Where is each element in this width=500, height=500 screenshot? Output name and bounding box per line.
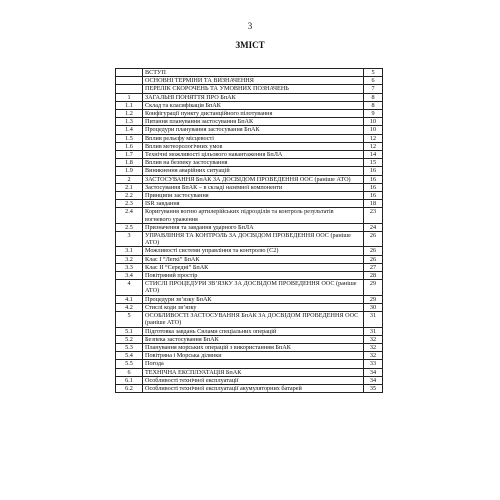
toc-row: [116, 151, 383, 159]
toc-title: ЗМІСТ: [235, 40, 265, 50]
toc-section-title: Особливості технічної експлуатації: [143, 376, 364, 384]
toc-row: [116, 255, 383, 263]
toc-page-number: 10: [364, 118, 383, 126]
toc-section-title: Процедури планування застосування БпАК: [143, 126, 364, 134]
toc-page-number: 10: [364, 126, 383, 134]
toc-section-title: Принципи застосування: [143, 192, 364, 200]
toc-row: [116, 352, 383, 360]
toc-section-number: 1.4: [116, 126, 143, 134]
toc-section-number: 1.9: [116, 167, 143, 175]
toc-section-title: Клас ІІ “Середні” БпАК: [143, 263, 364, 271]
toc-section-number: 1.8: [116, 159, 143, 167]
toc-section-number: [116, 69, 143, 77]
toc-page-number: 28: [364, 272, 383, 280]
toc-section-title: ТЕХНІЧНА ЕКСПЛУАТАЦІЯ БпАК: [143, 368, 364, 376]
toc-section-title: Планування морських операцій з використанням БпАК: [143, 343, 364, 351]
toc-section-title: Клас І “Легкі” БпАК: [143, 255, 364, 263]
toc-row: [116, 192, 383, 200]
toc-section-number: 6: [116, 368, 143, 376]
toc-row: [116, 118, 383, 126]
toc-page-number: 18: [364, 200, 383, 208]
toc-page-number: 27: [364, 263, 383, 271]
toc-page-number: 26: [364, 255, 383, 263]
toc-page-number: 16: [364, 183, 383, 191]
toc-section-number: 1.5: [116, 134, 143, 142]
toc-page-number: 26: [364, 247, 383, 255]
toc-row: [116, 360, 383, 368]
toc-row: [116, 69, 383, 77]
toc-section-title: Склад та класифікація БпАК: [143, 101, 364, 109]
page-number: 3: [247, 21, 253, 31]
toc-row: [116, 335, 383, 343]
toc-section-number: 3.3: [116, 263, 143, 271]
toc-page-number: 32: [364, 343, 383, 351]
toc-section-number: 1: [116, 93, 143, 101]
toc-section-number: 2: [116, 175, 143, 183]
toc-section-title: УПРАВЛІННЯ ТА КОНТРОЛЬ ЗА ДОСВІДОМ ПРОВЕДЕННЯ ООС (раніше АТО): [143, 232, 364, 247]
toc-page-number: 9: [364, 110, 383, 118]
toc-section-number: 3.2: [116, 255, 143, 263]
toc-row: [116, 134, 383, 142]
toc-section-number: [116, 77, 143, 85]
toc-section-title: ISR завдання: [143, 200, 364, 208]
toc-section-number: 6.1: [116, 376, 143, 384]
toc-section-title: СТИСЛІ ПРОЦЕДУРИ ЗВ’ЯЗКУ ЗА ДОСВІДОМ ПРОВЕДЕННЯ ООС (раніше АТО): [143, 280, 364, 295]
toc-row: [116, 223, 383, 231]
toc-page-number: 35: [364, 384, 383, 392]
toc-page-number: 29: [364, 280, 383, 295]
toc-section-number: 5.3: [116, 343, 143, 351]
toc-page-number: 31: [364, 312, 383, 327]
toc-section-number: 1.3: [116, 118, 143, 126]
toc-page-number: 12: [364, 142, 383, 150]
toc-section-title: ПЕРЕЛІК СКОРОЧЕНЬ ТА УМОВНИХ ПОЗНАЧЕНЬ: [143, 85, 364, 93]
toc-section-title: Застосування БпАК – в складі наземної компоненти: [143, 183, 364, 191]
toc-row: [116, 183, 383, 191]
toc-row: [116, 343, 383, 351]
toc-row: [116, 77, 383, 85]
toc-row: [116, 101, 383, 109]
toc-section-number: 3.1: [116, 247, 143, 255]
toc-page-number: 29: [364, 295, 383, 303]
toc-page-number: 16: [364, 175, 383, 183]
toc-row: [116, 167, 383, 175]
toc-section-title: Вплив на безпеку застосування: [143, 159, 364, 167]
toc-page-number: 32: [364, 335, 383, 343]
toc-page-number: 7: [364, 85, 383, 93]
toc-section-title: Стислі коди зв’язку: [143, 303, 364, 311]
toc-page-number: 24: [364, 223, 383, 231]
toc-row: [116, 232, 383, 247]
toc-page-number: 8: [364, 101, 383, 109]
toc-row: [116, 272, 383, 280]
toc-section-title: Погода: [143, 360, 364, 368]
toc-section-number: 5.1: [116, 327, 143, 335]
toc-page-number: 23: [364, 208, 383, 223]
toc-row: [116, 295, 383, 303]
toc-section-number: 4.1: [116, 295, 143, 303]
toc-section-number: 4: [116, 280, 143, 295]
toc-row: [116, 110, 383, 118]
toc-page-number: 8: [364, 93, 383, 101]
toc-row: [116, 200, 383, 208]
toc-section-title: Безпека застосування БпАК: [143, 335, 364, 343]
toc-section-title: ЗАСТОСУВАННЯ БпАК ЗА ДОСВІДОМ ПРОВЕДЕННЯ ООС (раніше АТО): [143, 175, 364, 183]
toc-section-title: Призначення та завдання ударного БпЛА: [143, 223, 364, 231]
toc-section-title: ЗАГАЛЬНІ ПОНЯТТЯ ПРО БпАК: [143, 93, 364, 101]
toc-row: [116, 159, 383, 167]
toc-page-number: 33: [364, 360, 383, 368]
toc-page-number: 32: [364, 352, 383, 360]
toc-section-number: 2.2: [116, 192, 143, 200]
toc-page-number: 15: [364, 159, 383, 167]
toc-row: [116, 175, 383, 183]
toc-section-number: 5: [116, 312, 143, 327]
toc-section-number: 5.2: [116, 335, 143, 343]
toc-section-number: 2.3: [116, 200, 143, 208]
toc-section-title: Підготовка завдань Силами спеціальних операцій: [143, 327, 364, 335]
toc-section-title: Повітряний простір: [143, 272, 364, 280]
toc-section-title: ОСОБЛИВОСТІ ЗАСТОСУВАННЯ БпАК ЗА ДОСВІДОМ ПРОВЕДЕННЯ ООС (раніше АТО): [143, 312, 364, 327]
toc-row: [116, 263, 383, 271]
toc-section-title: Вплив рельєфу місцевості: [143, 134, 364, 142]
toc-section-title: Питання планування застосування БпАК: [143, 118, 364, 126]
toc-row: [116, 327, 383, 335]
table-of-contents: [115, 68, 383, 393]
toc-row: [116, 280, 383, 295]
toc-row: [116, 303, 383, 311]
toc-page-number: 14: [364, 151, 383, 159]
toc-page-number: 6: [364, 77, 383, 85]
toc-row: [116, 368, 383, 376]
toc-section-number: 3: [116, 232, 143, 247]
toc-section-number: 4.2: [116, 303, 143, 311]
toc-section-number: 2.5: [116, 223, 143, 231]
toc-section-number: [116, 85, 143, 93]
toc-section-title: Вплив метеорологічних умов: [143, 142, 364, 150]
toc-row: [116, 142, 383, 150]
toc-page-number: 34: [364, 376, 383, 384]
toc-row: [116, 384, 383, 392]
toc-section-title: ВСТУП: [143, 69, 364, 77]
toc-section-title: Повітряна і Морська ділянки: [143, 352, 364, 360]
toc-section-number: 5.5: [116, 360, 143, 368]
toc-section-number: 6.2: [116, 384, 143, 392]
toc-section-title: Конфігурації пункту дистанційного пілотування: [143, 110, 364, 118]
toc-section-title: Виникнення аварійних ситуацій: [143, 167, 364, 175]
toc-section-number: 1.7: [116, 151, 143, 159]
toc-section-number: 2.4: [116, 208, 143, 223]
toc-row: [116, 126, 383, 134]
toc-row: [116, 247, 383, 255]
toc-row: [116, 93, 383, 101]
toc-section-number: 1.2: [116, 110, 143, 118]
toc-page-number: 30: [364, 303, 383, 311]
toc-page-number: 5: [364, 69, 383, 77]
toc-section-title: Можливості системи управління та контролю (С2): [143, 247, 364, 255]
toc-section-number: 5.4: [116, 352, 143, 360]
toc-section-title: Технічні можливості цільового навантаження БпЛА: [143, 151, 364, 159]
toc-section-title: Процедури зв’язку БпАК: [143, 295, 364, 303]
toc-page-number: 16: [364, 167, 383, 175]
toc-section-number: 2.1: [116, 183, 143, 191]
toc-row: [116, 312, 383, 327]
toc-page-number: 31: [364, 327, 383, 335]
toc-page-number: 34: [364, 368, 383, 376]
toc-page-number: 12: [364, 134, 383, 142]
toc-row: [116, 85, 383, 93]
toc-section-number: 3.4: [116, 272, 143, 280]
toc-section-title: Особливості технічної експлуатації акумуляторних батарей: [143, 384, 364, 392]
toc-section-number: 1.6: [116, 142, 143, 150]
toc-section-title: ОСНОВНІ ТЕРМІНИ ТА ВИЗНАЧЕННЯ: [143, 77, 364, 85]
toc-page-number: 26: [364, 232, 383, 247]
toc-section-title: Коригування вогню артилерійських підрозділів та контроль результатів вогневого ураження: [143, 208, 364, 223]
toc-page-number: 16: [364, 192, 383, 200]
toc-row: [116, 376, 383, 384]
toc-section-number: 1.1: [116, 101, 143, 109]
toc-row: [116, 208, 383, 223]
